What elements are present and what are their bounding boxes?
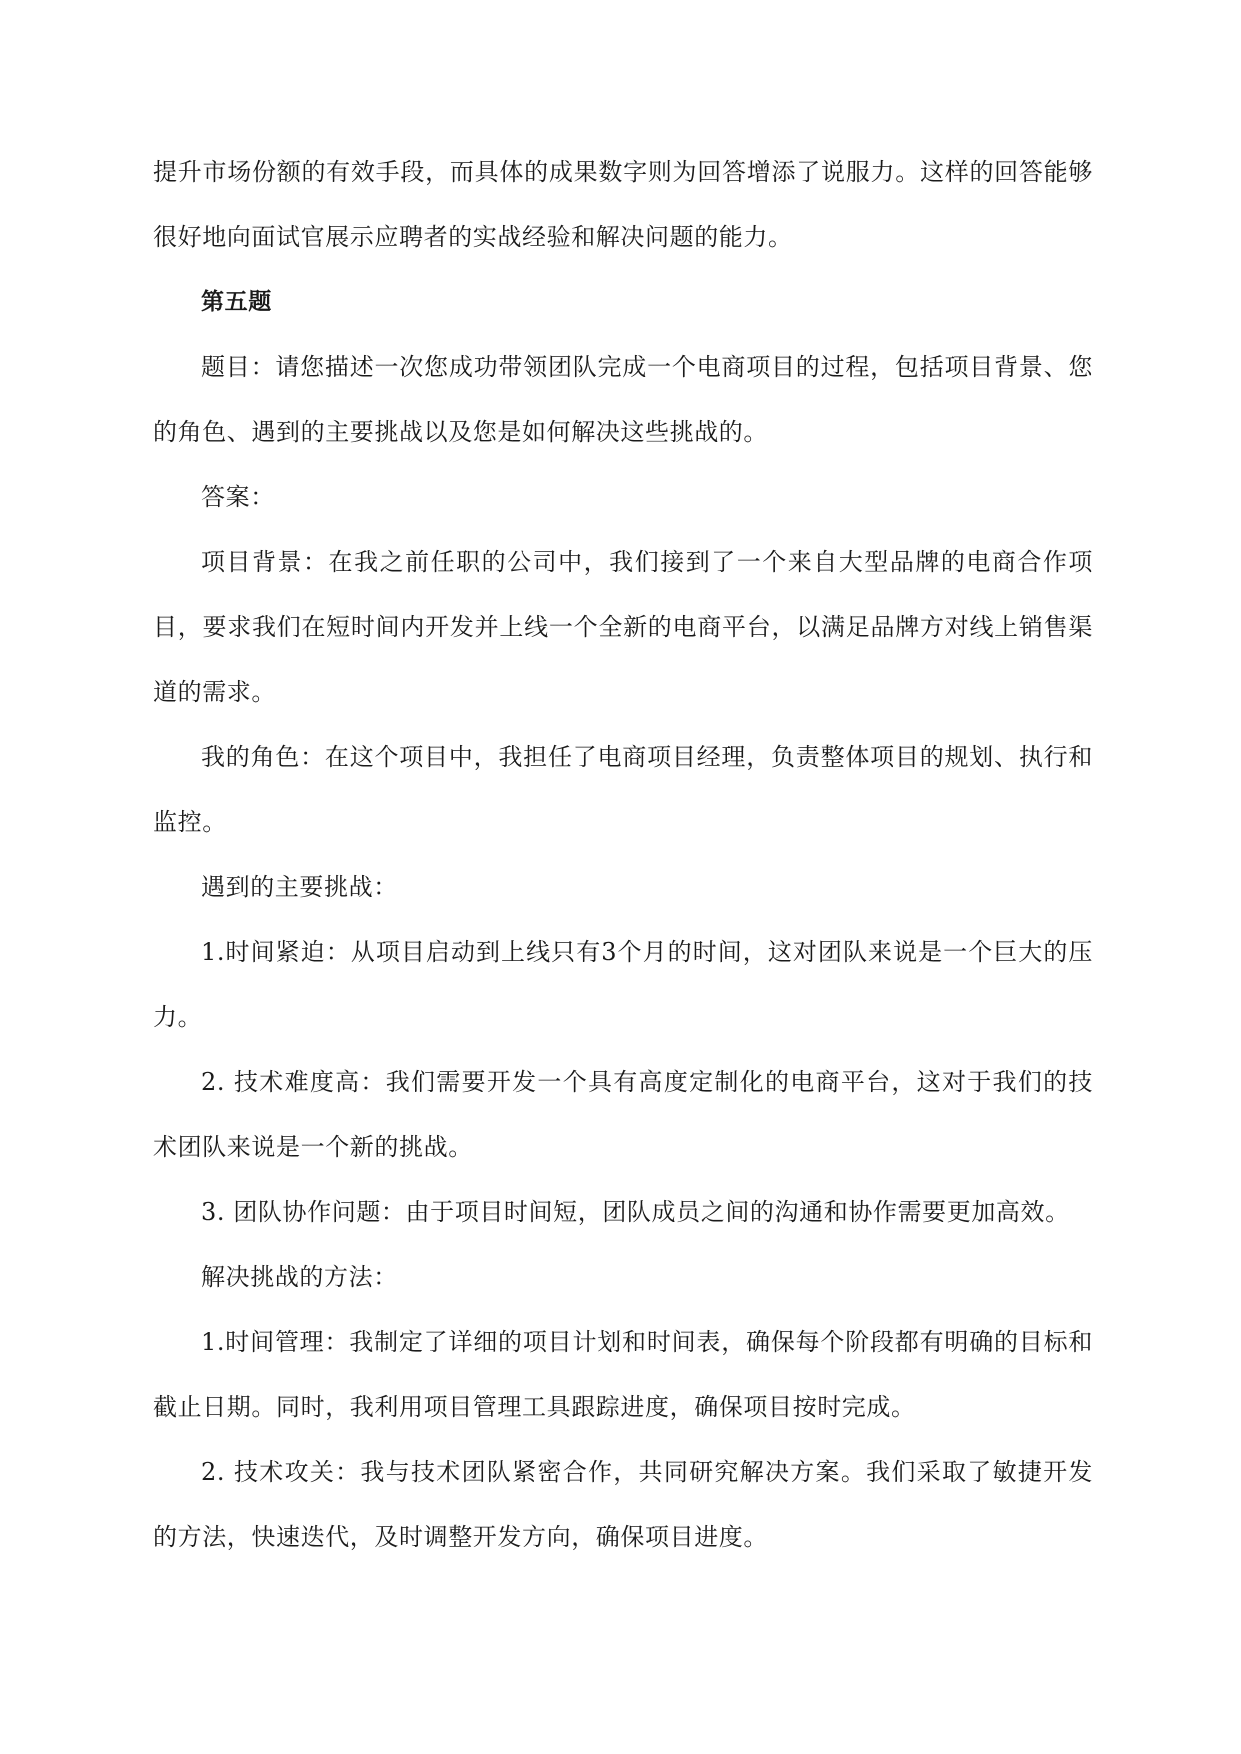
paragraph-solution-1: 1.时间管理：我制定了详细的项目计划和时间表，确保每个阶段都有明确的目标和截止日期。同时，我利用项目管理工具跟踪进度，确保项目按时完成。 [153, 1328, 1093, 1421]
paragraph-answer-label: 答案： [201, 483, 275, 511]
paragraph-challenge-1: 1.时间紧迫：从项目启动到上线只有3个月的时间，这对团队来说是一个巨大的压力。 [153, 938, 1093, 1031]
paragraph-project-background: 项目背景：在我之前任职的公司中，我们接到了一个来自大型品牌的电商合作项目，要求我们在短时间内开发并上线一个全新的电商平台，以满足品牌方对线上销售渠道的需求。 [153, 548, 1093, 706]
paragraph-challenges-label: 遇到的主要挑战： [201, 873, 398, 901]
paragraph-challenge-2: 2. 技术难度高：我们需要开发一个具有高度定制化的电商平台，这对于我们的技术团队来说是一个新的挑战。 [153, 1068, 1093, 1161]
document-body [153, 140, 1093, 1570]
section-heading-question-5: 第五题 [201, 289, 272, 315]
paragraph-solutions-label: 解决挑战的方法： [201, 1263, 398, 1291]
paragraph-question: 题目：请您描述一次您成功带领团队完成一个电商项目的过程，包括项目背景、您的角色、遇到的主要挑战以及您是如何解决这些挑战的。 [153, 353, 1093, 446]
paragraph-challenge-3: 3. 团队协作问题：由于项目时间短，团队成员之间的沟通和协作需要更加高效。 [201, 1198, 1070, 1226]
paragraph-my-role: 我的角色：在这个项目中，我担任了电商项目经理，负责整体项目的规划、执行和监控。 [153, 743, 1093, 836]
paragraph-solution-2: 2. 技术攻关：我与技术团队紧密合作，共同研究解决方案。我们采取了敏捷开发的方法，快速迭代，及时调整开发方向，确保项目进度。 [153, 1458, 1093, 1551]
paragraph-intro-continuation: 提升市场份额的有效手段，而具体的成果数字则为回答增添了说服力。这样的回答能够很好地向面试官展示应聘者的实战经验和解决问题的能力。 [153, 158, 1093, 251]
